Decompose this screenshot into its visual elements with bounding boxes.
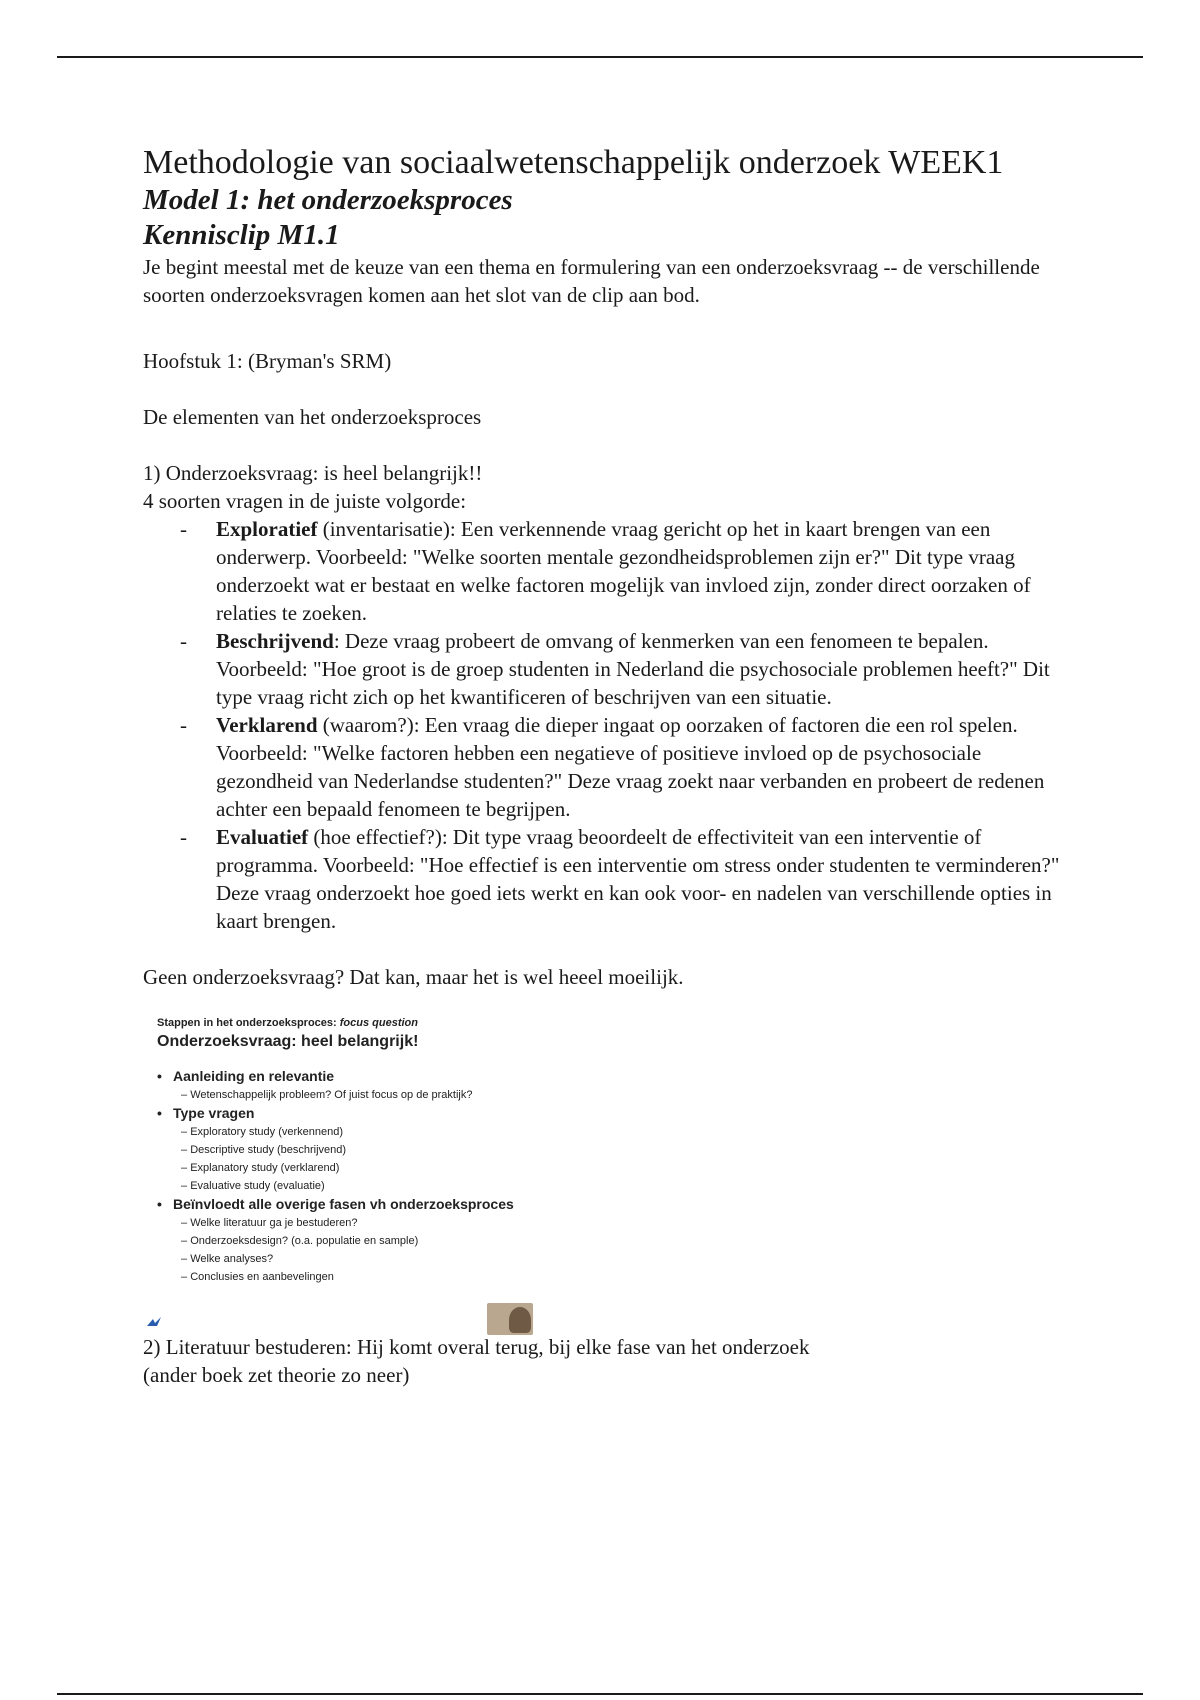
slide-sub-bullet: – Welke analyses?: [181, 1253, 274, 1265]
slide-bullet: • Beïnvloedt alle overige fasen vh onderzoeksproces: [157, 1196, 514, 1212]
slide-sub-bullet: – Evaluative study (evaluatie): [181, 1180, 325, 1192]
question-type-term: Exploratief: [216, 517, 318, 541]
list-dash: -: [180, 825, 187, 849]
slide-sub-bullet: – Welke literatuur ga je bestuderen?: [181, 1217, 358, 1229]
speaker-video-thumbnail: [487, 1303, 533, 1335]
question-1-heading: 1) Onderzoeksvraag: is heel belangrijk!!: [143, 461, 483, 485]
list-item: [180, 627, 1073, 711]
slide-bullet: • Type vragen: [157, 1105, 255, 1121]
list-dash: -: [180, 629, 187, 653]
question-2-note: (ander boek zet theorie zo neer): [143, 1363, 410, 1387]
slide-sub-bullet: – Wetenschappelijk probleem? Of juist focus op de praktijk?: [181, 1089, 473, 1101]
chapter-line: Hoofstuk 1: (Bryman's SRM): [143, 349, 392, 373]
question-type-text: (inventarisatie): Een verkennende vraag gericht op het in kaart brengen van een onderwerp. Voorbeeld: "Welke soorten mentale gezondheidsproblemen zijn er?" Dit type vraag onderzoekt wat er bestaat en welke factoren mogelijk van invloed zijn, zonder direct oorzaken of relaties te zoeken.: [216, 517, 1031, 625]
slide-sub-bullet: – Conclusies en aanbevelingen: [181, 1271, 334, 1283]
question-2-heading: 2) Literatuur bestuderen: Hij komt overal terug, bij elke fase van het onderzoek: [143, 1335, 810, 1359]
slide-bullet: • Aanleiding en relevantie: [157, 1068, 335, 1084]
lecture-slide-image: [147, 1011, 567, 1321]
elements-line: De elementen van het onderzoeksproces: [143, 405, 482, 429]
question-type-term: Beschrijvend: [216, 629, 334, 653]
slide-sub-bullet: – Onderzoeksdesign? (o.a. populatie en sample): [181, 1235, 419, 1247]
question-type-term: Verklarend: [216, 713, 318, 737]
model-heading: Model 1: het onderzoeksproces: [143, 184, 513, 216]
list-item: [180, 515, 1073, 627]
document-title: Methodologie van sociaalwetenschappelijk onderzoek WEEK1: [143, 144, 1004, 181]
document-body: [143, 143, 1073, 1389]
kinds-line: 4 soorten vragen in de juiste volgorde:: [143, 489, 467, 513]
slide-title: Onderzoeksvraag: heel belangrijk!: [157, 1033, 419, 1050]
slide-kicker-italic: focus question: [339, 1017, 418, 1029]
slide-kicker: Stappen in het onderzoeksproces: focus question: [157, 1017, 418, 1029]
slide-sub-bullet: – Explanatory study (verklarend): [181, 1162, 340, 1174]
question-type-text: (waarom?): Een vraag die dieper ingaat op oorzaken of factoren die een rol spelen. Voorbeeld: "Welke factoren hebben een negatieve of positieve invloed op de psychosociale gezondheid van Nederlandse studenten?" Deze vraag zoekt naar verbanden en probeert de redenen achter een bepaald fenomeen te begrijpen.: [216, 713, 1045, 821]
question-types-list: [143, 515, 1073, 935]
slide-sub-bullet: – Exploratory study (verkennend): [181, 1126, 344, 1138]
slide-sub-bullet: – Descriptive study (beschrijvend): [181, 1144, 347, 1156]
no-question-line: Geen onderzoeksvraag? Dat kan, maar het is wel heeel moeilijk.: [143, 965, 684, 989]
clip-heading: Kennisclip M1.1: [143, 219, 340, 251]
list-dash: -: [180, 517, 187, 541]
question-type-text: (hoe effectief?): Dit type vraag beoordeelt de effectiviteit van een interventie of programma. Voorbeeld: "Hoe effectief is een interventie om stress onder studenten te verminderen?" Deze vraag onderzoekt hoe goed iets werkt en kan ook voor- en nadelen van verschillende opties in kaart brengen.: [216, 825, 1060, 933]
question-type-text: : Deze vraag probeert de omvang of kenmerken van een fenomeen te bepalen. Voorbeeld: "Hoe groot is de groep studenten in Nederland die psychosociale problemen heeft?" Dit type vraag richt zich op het kwantificeren of beschrijven van een situatie.: [216, 629, 1050, 709]
slide-bullet-list: [157, 1067, 561, 1286]
list-dash: -: [180, 713, 187, 737]
intro-paragraph: Je begint meestal met de keuze van een thema en formulering van een onderzoeksvraag -- de verschillende soorten onderzoeksvragen komen aan het slot van de clip aan bod.: [143, 255, 1040, 307]
university-logo-icon: [147, 1317, 161, 1327]
question-type-term: Evaluatief: [216, 825, 309, 849]
page-bottom-rule: [57, 1693, 1143, 1695]
page-top-rule: [57, 56, 1143, 58]
list-item: [180, 823, 1073, 935]
list-item: [180, 711, 1073, 823]
